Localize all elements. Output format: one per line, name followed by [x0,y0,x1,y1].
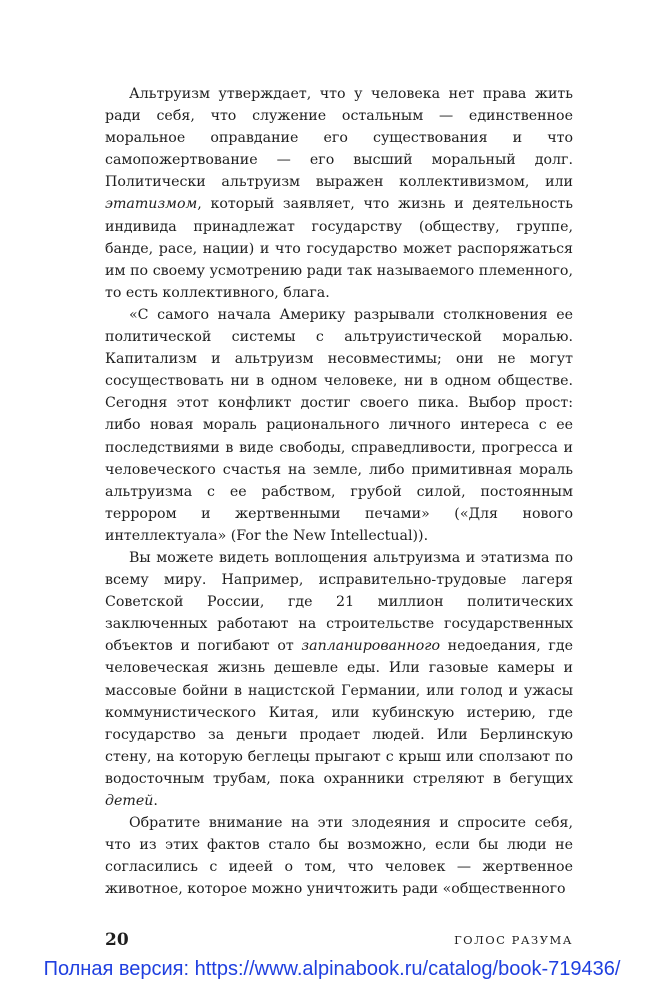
body-text [105,83,573,900]
text-run: «С самого начала Америку разрывали столкновения ее политической системы с альтруистической моралью. Капитализм и альтруизм несовместимы; они не могут сосуществовать ни в одном человеке, ни в одном обществе. Сегодня этот конфликт достиг своего пика. Выбор прост: либо новая мораль рационального личного интереса с ее последствиями в виде свободы, справедливости, прогресса и человеческого счастья на земле, либо примитивная мораль альтруизма с ее рабством, грубой силой, постоянным террором и жертвенными печами» («Для нового интеллектуала» (For the New Intellectual)). [105,306,573,544]
full-version-link[interactable]: Полная версия: https://www.alpinabook.ru/catalog/book-719436/ [43,958,621,980]
text-run: Вы можете видеть воплощения альтруизма и этатизма по всему миру. Например, исправительно-трудовые лагеря Советской России, где 21 миллион политических заключенных работают на строительстве государственных объектов и погибают от [105,549,573,655]
text-run: . [153,793,158,809]
text-run: недоедания, где человеческая жизнь дешевле еды. Или газовые камеры и массовые бойни в нацистской Германии, или голод и ужасы коммунистического Китая, или кубинскую истерию, где государство за деньги продает людей. Или Берлинскую стену, на которую беглецы прыгают с крыш или сползают по водосточным трубам, пока охранники стреляют в бегущих [105,638,573,787]
page-footer [105,930,573,954]
italic-text: этатизмом [105,196,198,213]
text-run: Обратите внимание на эти злодеяния и спросите себя, что из этих фактов стало бы возможно, если бы люди не согласились с идеей о том, что человек — жертвенное животное, которое можно уничтожить ради «общественного [105,815,573,898]
italic-text: запланированного [301,638,440,655]
text-run: Альтруизм утверждает, что у человека нет права жить ради себя, что служение остальным — единственное моральное оправдание его существования и что самопожертвование — его высший моральный долг. Политически альтруизм выражен коллективизмом, или [105,86,573,191]
text-run: , который заявляет, что жизнь и деятельность индивида принадлежат государству (обществу, группе, банде, расе, нации) и что государство может распоряжаться им по своему усмотрению ради так называемого племенного, то есть коллективного, блага. [105,196,573,301]
page-number: 20 [105,930,129,950]
italic-text: детей [105,793,154,809]
paragraph-4 [105,812,573,900]
running-title: ГОЛОС РАЗУМА [454,933,573,947]
paragraph-3 [105,547,573,812]
paragraph-1 [105,83,573,304]
paragraph-2 [105,304,573,547]
